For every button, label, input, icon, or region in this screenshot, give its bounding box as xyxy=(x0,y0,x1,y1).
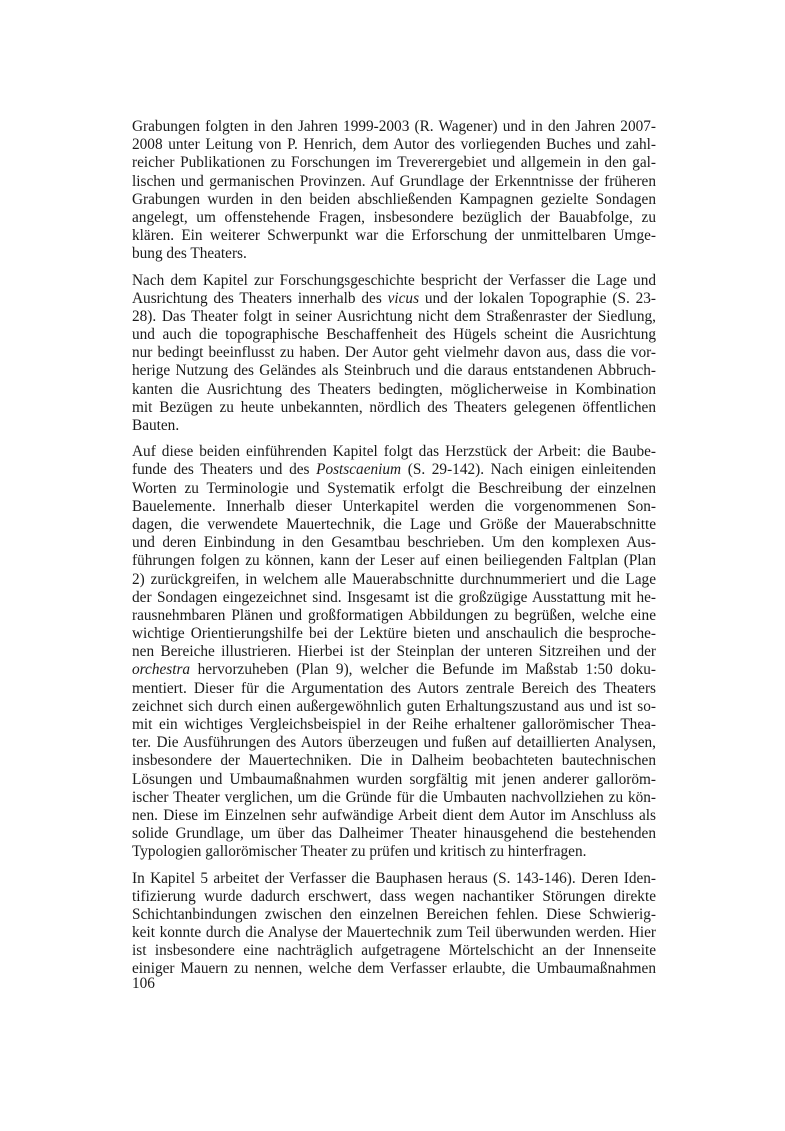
text-run: rausnehmbaren Plänen und großformatigen Abbildungen zu begrüßen, welche eine xyxy=(132,606,656,624)
text-line xyxy=(132,807,656,825)
text-line xyxy=(132,924,656,942)
italic-term: vicus xyxy=(387,289,420,307)
text-line xyxy=(132,960,656,978)
text-run: Bauelemente. Innerhalb dieser Unterkapitel werden die vorgenommenen Son- xyxy=(132,497,656,515)
text-run: tifizierung wurde dadurch erschwert, dass wegen nachantiker Störungen direkte xyxy=(132,887,656,905)
text-line xyxy=(132,643,656,661)
text-run: mentiert. Dieser für die Argumentation des Autors zentrale Bereich des Theaters xyxy=(132,679,656,697)
text-run: ist insbesondere eine nachträglich aufgetragene Mörtelschicht an der Innenseite xyxy=(132,942,656,960)
text-run: dagen, die verwendete Mauertechnik, die Lage und Größe der Mauerabschnitte xyxy=(132,515,656,533)
text-run: Bauten. xyxy=(132,417,180,434)
text-line xyxy=(132,607,656,625)
text-line xyxy=(132,888,656,906)
text-run: nur bedingt beeinflusst zu haben. Der Autor geht vielmehr davon aus, dass die vor- xyxy=(132,344,656,362)
text-line xyxy=(132,344,656,362)
paragraph xyxy=(132,870,656,979)
text-run: wichtige Orientierungshilfe bei der Lektüre bieten und anschaulich die besproche- xyxy=(132,625,656,643)
text-run: ischer Theater verglichen, um die Gründe für die Umbauten nachvollziehen zu kön- xyxy=(132,788,656,806)
text-line xyxy=(132,326,656,344)
text-run: angelegt, um offenstehende Fragen, insbesondere bezüglich der Bauabfolge, zu xyxy=(132,208,656,226)
text-run: nen. Diese im Einzelnen sehr aufwändige Arbeit dient dem Autor im Anschluss als xyxy=(132,806,656,824)
text-line xyxy=(132,417,656,435)
text-line xyxy=(132,698,656,716)
text-line xyxy=(132,136,656,154)
text-line xyxy=(132,173,656,191)
text-run: reicher Publikationen zu Forschungen im Treverergebiet und allgemein in den gal- xyxy=(132,154,656,172)
text-line xyxy=(132,716,656,734)
text-run: 2008 unter Leitung von P. Henrich, dem Autor des vorliegenden Buches und zahl- xyxy=(132,136,656,154)
text-line xyxy=(132,362,656,380)
text-run: Grabungen folgten in den Jahren 1999-2003 (R. Wagener) und in den Jahren 2007- xyxy=(132,118,656,135)
text-line xyxy=(132,516,656,534)
text-run: mit Bezügen zu heute unbekannten, nördlich des Theaters gelegenen öffentlichen xyxy=(132,398,656,416)
text-line xyxy=(132,399,656,417)
text-run: (S. 29-142). Nach einigen einleitenden xyxy=(401,461,656,479)
text-line xyxy=(132,942,656,960)
text-line xyxy=(132,534,656,552)
text-line xyxy=(132,906,656,924)
text-line xyxy=(132,308,656,326)
text-line xyxy=(132,625,656,643)
text-line xyxy=(132,191,656,209)
text-run: der Sondagen eingezeichnet sind. Insgesamt ist die großzügige Ausstattung mit he- xyxy=(132,588,656,606)
text-run: mit ein wichtiges Vergleichsbeispiel in der Reihe erhaltener gallorömischer Thea- xyxy=(132,716,656,733)
text-line xyxy=(132,843,656,861)
text-run: keit konnte durch die Analyse der Mauertechnik zum Teil überwunden werden. Hier xyxy=(132,924,656,942)
text-line xyxy=(132,680,656,698)
text-run: bung des Theaters. xyxy=(132,245,247,263)
text-line xyxy=(132,825,656,843)
text-run: klären. Ein weiterer Schwerpunkt war die Erforschung der unmittelbaren Umge- xyxy=(132,227,656,245)
text-line xyxy=(132,771,656,789)
text-run: Typologien gallorömischer Theater zu prüfen und kritisch zu hinterfragen. xyxy=(132,843,587,861)
text-line xyxy=(132,209,656,227)
text-run: Grabungen wurden in den beiden abschließenden Kampagnen gezielte Sondagen xyxy=(132,190,656,208)
text-run: Ausrichtung des Theaters innerhalb des xyxy=(132,289,388,307)
text-line xyxy=(132,381,656,399)
text-run: solide Grundlage, um über das Dalheimer Theater hinausgehend die bestehenden xyxy=(132,825,656,843)
text-line xyxy=(132,118,656,136)
text-line xyxy=(132,734,656,752)
text-run: Auf diese beiden einführenden Kapitel folgt das Herzstück der Arbeit: die Baube- xyxy=(132,443,656,461)
text-line xyxy=(132,227,656,245)
text-run: insbesondere der Mauertechniken. Die in Dalheim beobachteten bautechnischen xyxy=(132,752,656,770)
text-line xyxy=(132,589,656,607)
text-run: einiger Mauern zu nennen, welche dem Verfasser erlaubte, die Umbaumaßnahmen xyxy=(132,960,656,978)
text-line xyxy=(132,480,656,498)
text-run: hervorzuheben (Plan 9), welcher die Befunde im Maßstab 1:50 doku- xyxy=(190,661,656,679)
text-line xyxy=(132,461,656,479)
text-run: Schichtanbindungen zwischen den einzelnen Bereichen fehlen. Diese Schwierig- xyxy=(132,905,656,923)
text-line xyxy=(132,245,656,263)
text-run: ter. Die Ausführungen des Autors überzeugen und fußen auf detaillierten Analysen, xyxy=(132,734,656,752)
text-line xyxy=(132,272,656,290)
text-line xyxy=(132,498,656,516)
text-run: Nach dem Kapitel zur Forschungsgeschichte bespricht der Verfasser die Lage und xyxy=(132,271,656,289)
text-run: und der lokalen Topographie (S. 23- xyxy=(419,289,656,307)
italic-term: Postscaenium xyxy=(316,461,402,479)
text-run: kanten die Ausrichtung des Theaters bedingten, möglicherweise in Kombination xyxy=(132,380,656,398)
text-line xyxy=(132,752,656,770)
text-line xyxy=(132,154,656,172)
text-line xyxy=(132,789,656,807)
text-run: Lösungen und Umbaumaßnahmen wurden sorgfältig mit jenen anderer galloröm- xyxy=(132,770,656,788)
text-run: führungen folgen zu können, kann der Leser auf einen beiliegenden Faltplan (Plan xyxy=(132,552,656,570)
text-run: herige Nutzung des Geländes als Steinbruch und die daraus entstandenen Abbruch- xyxy=(132,362,656,380)
text-line xyxy=(132,290,656,308)
text-line xyxy=(132,571,656,589)
page-number: 106 xyxy=(132,975,155,992)
text-line xyxy=(132,870,656,888)
text-run: und deren Einbindung in den Gesamtbau beschrieben. Um den komplexen Aus- xyxy=(132,534,656,552)
paragraph xyxy=(132,118,656,264)
paragraph xyxy=(132,443,656,861)
text-run: lischen und germanischen Provinzen. Auf Grundlage der Erkenntnisse der früheren xyxy=(132,172,656,190)
text-line xyxy=(132,661,656,679)
text-run: 2) zurückgreifen, in welchem alle Mauerabschnitte durchnummeriert und die Lage xyxy=(132,570,656,588)
paragraph xyxy=(132,272,656,436)
italic-term: orchestra xyxy=(132,661,191,679)
text-run: nen Bereiche illustrieren. Hierbei ist der Steinplan der unteren Sitzreihen und der xyxy=(132,643,656,661)
text-run: 28). Das Theater folgt in seiner Ausrichtung nicht dem Straßenraster der Siedlung, xyxy=(132,307,656,325)
text-run: und auch die topographische Beschaffenheit des Hügels scheint die Ausrichtung xyxy=(132,326,656,344)
text-run: In Kapitel 5 arbeitet der Verfasser die Bauphasen heraus (S. 143-146). Deren Iden- xyxy=(132,869,656,887)
text-line xyxy=(132,443,656,461)
text-run: zeichnet sich durch einen außergewöhnlich guten Erhaltungszustand aus und ist so- xyxy=(132,697,656,715)
text-run: Worten zu Terminologie und Systematik erfolgt die Beschreibung der einzelnen xyxy=(132,479,656,497)
body-text xyxy=(132,118,656,987)
text-run: funde des Theaters und des xyxy=(132,461,317,479)
text-line xyxy=(132,552,656,570)
